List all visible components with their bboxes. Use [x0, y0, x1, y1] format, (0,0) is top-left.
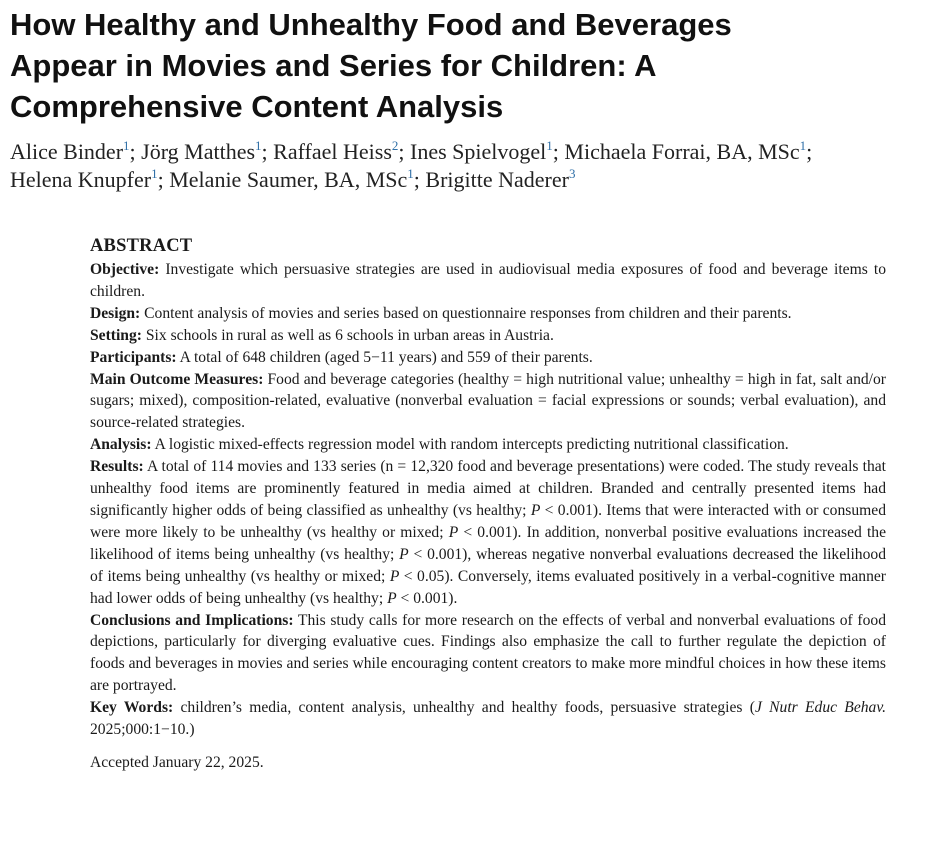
abstract-conclusions — [90, 610, 886, 698]
title-line-3: Comprehensive Content Analysis — [10, 89, 504, 124]
section-text: Six schools in rural as well as 6 schools in urban areas in Austria. — [141, 326, 554, 344]
section-text: Food and beverage categories (healthy = high nutritional value; unhealthy = high in fat, salt and/or sugars; mixed), composition-related, evaluative (nonverbal evaluation = facial expressions or sounds; verbal evaluation), and source-related strategies. — [90, 370, 886, 432]
author-name: Alice Binder — [10, 139, 124, 164]
results-text-4: < 0.001), whereas negative nonverbal evaluations decreased the likelihood of items being unhealthy (vs healthy or mixed; — [90, 545, 886, 585]
author-name: Michaela Forrai, BA, MSc — [564, 139, 800, 164]
abstract-analysis — [90, 434, 886, 456]
section-label: Conclusions and Implications: — [90, 611, 294, 629]
journal-abbreviation: J Nutr Educ Behav. — [754, 699, 886, 717]
author-affiliation-link[interactable]: 1 — [407, 166, 414, 181]
abstract-keywords — [90, 697, 886, 741]
results-text-1: A total of 114 movies and 133 series (n = 12,320 food and beverage presentations) were coded. The study reveals that unhealthy food items are prominently featured in media aimed at children. Branded and centrally presented items had significantly higher odds of being classified as unhealthy (vs healthy; — [90, 458, 886, 519]
author-separator: ; — [413, 167, 426, 192]
section-label: Results: — [90, 458, 144, 476]
abstract-results — [90, 456, 886, 609]
abstract-heading: ABSTRACT — [90, 236, 193, 256]
title-line-1: How Healthy and Unhealthy Food and Beverages — [10, 7, 732, 42]
results-text-2: < 0.001). Items that were interacted with or consumed were more likely to be unhealthy (vs healthy or mixed; — [90, 501, 886, 541]
section-text: A logistic mixed-effects regression model with random intercepts predicting nutritional classification. — [151, 436, 789, 454]
author-affiliation-link[interactable]: 1 — [799, 138, 807, 153]
author-affiliation-link[interactable]: 3 — [568, 166, 576, 181]
section-text: Content analysis of movies and series based on questionnaire responses from children and their parents. — [140, 304, 792, 322]
author-separator: ; — [806, 139, 813, 164]
title-line-2: Appear in Movies and Series for Children: A — [10, 48, 657, 83]
section-label: Setting: — [90, 326, 142, 344]
citation-text: 2025;000:1−10.) — [90, 721, 195, 739]
results-text-3: < 0.001). In addition, nonverbal positive evaluations increased the likelihood of items being unhealthy (vs healthy; — [90, 523, 886, 563]
author-separator: ; — [398, 139, 411, 164]
p-value-symbol: P — [530, 501, 541, 519]
author-line-1 — [10, 138, 935, 166]
author-separator: ; — [552, 139, 565, 164]
section-text: Investigate which persuasive strategies are used in audiovisual media exposures of food and beverage items to children. — [90, 261, 886, 300]
section-label: Main Outcome Measures: — [90, 370, 264, 388]
section-label: Analysis: — [90, 436, 152, 454]
p-value-symbol: P — [389, 567, 400, 585]
author-affiliation-link[interactable]: 1 — [546, 138, 553, 153]
author-list — [10, 138, 935, 194]
author-affiliation-link[interactable]: 1 — [151, 166, 158, 181]
author-name: Brigitte Naderer — [425, 167, 569, 192]
section-label: Design: — [90, 304, 141, 322]
author-separator: ; — [157, 167, 170, 192]
results-text-6: < 0.001). — [396, 589, 458, 607]
section-text: A total of 648 children (aged 5−11 years) and 559 of their parents. — [176, 348, 593, 366]
author-name: Melanie Saumer, BA, MSc — [169, 167, 408, 192]
author-line-2 — [10, 166, 935, 194]
section-text: This study calls for more research on the effects of verbal and nonverbal evaluations of food depictions, particularly for diverging evaluative cues. Findings also emphasize the call to further regulate the depiction of foods and beverages in movies and series while encouraging content creators to make more mindful choices in how these items are portrayed. — [90, 611, 886, 695]
author-separator: ; — [261, 139, 274, 164]
section-label: Key Words: — [90, 699, 174, 717]
abstract-section — [90, 234, 886, 774]
author-name: Jörg Matthes — [141, 139, 256, 164]
p-value-symbol: P — [387, 589, 397, 607]
p-value-symbol: P — [448, 523, 459, 541]
p-value-symbol: P — [399, 545, 409, 563]
abstract-design — [90, 303, 886, 325]
author-affiliation-link[interactable]: 1 — [255, 138, 262, 153]
author-affiliation-link[interactable]: 2 — [391, 138, 399, 153]
author-affiliation-link[interactable]: 1 — [123, 138, 130, 153]
section-label: Objective: — [90, 261, 160, 278]
abstract-main-outcome — [90, 369, 886, 435]
author-separator: ; — [129, 139, 142, 164]
abstract-setting — [90, 325, 886, 347]
author-name: Raffael Heiss — [273, 139, 392, 164]
keywords-text: children’s media, content analysis, unhealthy and healthy foods, persuasive strategies ( — [173, 699, 755, 717]
abstract-participants — [90, 347, 886, 369]
accepted-date: Accepted January 22, 2025. — [90, 753, 264, 771]
section-label: Participants: — [90, 348, 177, 366]
author-name: Ines Spielvogel — [410, 139, 547, 164]
abstract-objective — [90, 259, 886, 303]
article-title — [10, 4, 920, 127]
results-text-5: < 0.05). Conversely, items evaluated positively in a verbal-cognitive manner had lower odds of being unhealthy (vs healthy; — [90, 567, 886, 607]
author-name: Helena Knupfer — [10, 167, 152, 192]
